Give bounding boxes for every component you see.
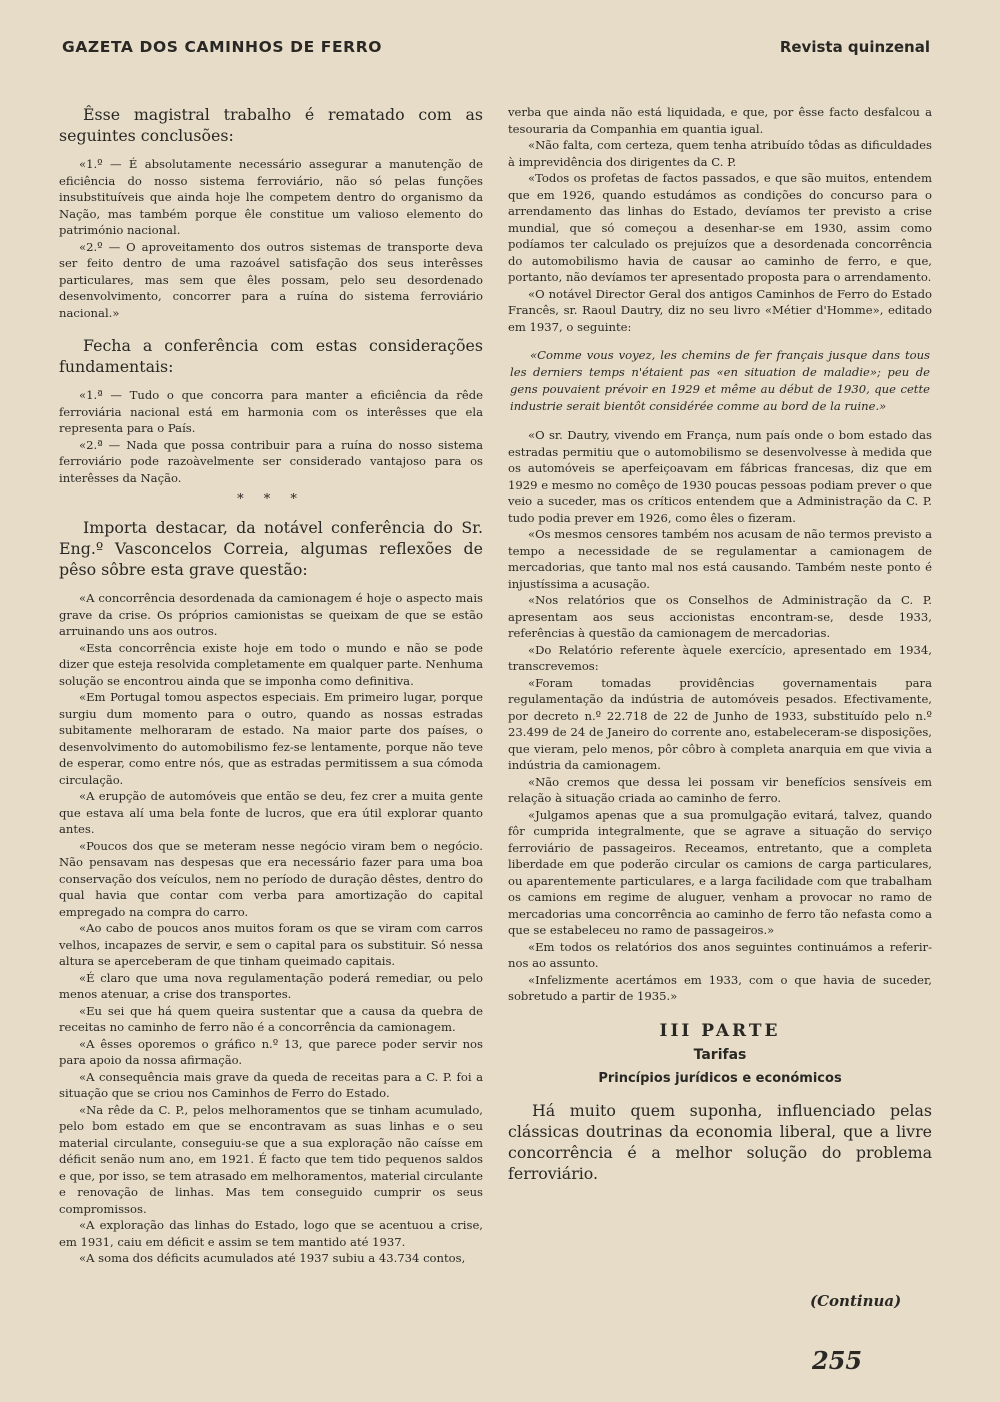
paragraph: «Julgamos apenas que a sua promulgação evitará, talvez, quando fôr cumprida integralmente, que se agrave a situação do serviço ferroviário de passageiros. Receamos, entretanto, que a completa liberdade em que poderão circular os camions de carga particulares, ou aparentemente particulares, e a larga facilidade com que trabalham os camions em regime de aluguer, venham a provocar no ramo de mercadorias uma concorrência ao caminho de ferro tão nefasta como a que se estabeleceu no ramo de passageiros.» — [508, 807, 932, 937]
paragraph: «A exploração das linhas do Estado, logo que se acentuou a crise, em 1931, caiu em déficit e assim se tem mantido até 1937. — [59, 1218, 483, 1249]
lead-paragraph: Importa destacar, da notável conferência do Sr. Eng.º Vasconcelos Correia, algumas reflexões de pêso sôbre esta grave questão: — [59, 518, 483, 579]
lead-paragraph: Há muito quem suponha, influenciado pelas clássicas doutrinas da economia liberal, que a livre concorrência é a melhor solução do problema ferroviário. — [508, 1100, 932, 1183]
paragraph: «Em Portugal tomou aspectos especiais. Em primeiro lugar, porque surgiu dum momento para o outro, quando as nossas estradas subitamente melhoraram de estado. Na maior parte dos países, o desenvolvimento do automobilismo fez-se lentamente, porque não teve de esperar, como entre nós, que as estradas permitissem a sua cómoda circulação. — [59, 690, 483, 787]
section-subtitle-2: Princípios jurídicos e económicos — [598, 1070, 842, 1086]
paragraph: «É claro que uma nova regulamentação poderá remediar, ou pelo menos atenuar, a crise dos transportes. — [59, 970, 483, 1001]
paragraph: verba que ainda não está liquidada, e que, por êsse facto desfalcou a tesouraria da Companhia em quantia igual. — [508, 105, 932, 136]
paragraph: «Esta concorrência existe hoje em todo o mundo e não se pode dizer que esteja resolvida completamente em qualquer parte. Nenhuma solução se encontrou ainda que se imponha como definitiva. — [59, 640, 483, 688]
paragraph: «Infelizmente acertámos em 1933, com o que havia de suceder, sobretudo a partir de 1935.» — [508, 972, 932, 1003]
journal-title: GAZETA DOS CAMINHOS DE FERRO — [62, 38, 383, 56]
lead-paragraph: Fecha a conferência com estas considerações fundamentais: — [59, 336, 483, 376]
paragraph: «Os mesmos censores também nos acusam de não termos previsto a tempo a necessidade de se regulamentar a camionagem de mercadorias, que tanto mal nos está causando. Também neste ponto é injustíssima a acusação. — [508, 527, 932, 591]
paragraph: «A erupção de automóveis que então se deu, fez crer a muita gente que estava alí uma bela fonte de lucros, que era útil explorar quanto antes. — [59, 789, 483, 836]
paragraph: «Do Relatório referente àquele exercício, apresentado em 1934, transcrevemos: — [508, 642, 932, 673]
continued-note: (Continua) — [810, 1292, 902, 1310]
section-separator: * * * — [237, 492, 305, 507]
section-title: III PARTE — [659, 1020, 781, 1041]
paragraph: «A concorrência desordenada da camionagem é hoje o aspecto mais grave da crise. Os próprios camionistas se queixam de que se estão arruinando uns aos outros. — [59, 591, 483, 638]
page-header — [62, 38, 930, 68]
paragraph: «2.ª — Nada que possa contribuir para a ruína do nosso sistema ferroviário pode razoàvelmente ser considerado vantajoso para os interêsses da Nação. — [59, 437, 483, 485]
paragraph: «2.º — O aproveitamento dos outros sistemas de transporte deva ser feito dentro de uma razoável satisfação dos seus interêsses particulares, mas sem que êles possam, pelo seu desordenado desenvolvimento, concorrer para a ruína do sistema ferroviário nacional.» — [59, 239, 483, 320]
right-column — [508, 104, 932, 1194]
paragraph: «A consequência mais grave da queda de receitas para a C. P. foi a situação que se criou nos Caminhos de Ferro do Estado. — [59, 1069, 483, 1100]
paragraph: «A êsses oporemos o gráfico n.º 13, que parece poder servir nos para apoio da nossa afirmação. — [59, 1036, 483, 1067]
page-number: 255 — [812, 1346, 863, 1375]
paragraph: «Em todos os relatórios dos anos seguintes continuámos a referir-nos ao assunto. — [508, 939, 932, 970]
paragraph: «A soma dos déficits acumulados até 1937 subiu a 43.734 contos, — [79, 1251, 466, 1265]
paragraph: «Foram tomadas providências governamentais para regulamentação da indústria de automóveis pesados. Efectivamente, por decreto n.º 22.718 de 22 de Junho de 1933, substituído pelo n.º 23.499 de 24 de Janeiro do corrente ano, estabeleceram-se disposições, que vieram, pelo menos, pôr côbro à completa anarquia em que vivia a indústria da camionagem. — [508, 675, 932, 772]
paragraph: «O notável Director Geral dos antigos Caminhos de Ferro do Estado Francês, sr. Raoul Dautry, diz no seu livro «Métier d'Homme», editado em 1937, o seguinte: — [508, 286, 932, 334]
paragraph: «1.ª — Tudo o que concorra para manter a eficiência da rêde ferroviária nacional está em harmonia com os interêsses que ela representa para o País. — [59, 388, 483, 435]
paragraph: «Eu sei que há quem queira sustentar que a causa da quebra de receitas no caminho de ferro não é a concorrência da camionagem. — [59, 1003, 483, 1034]
paragraph: «Não falta, com certeza, quem tenha atribuído tôdas as dificuldades à imprevidência dos dirigentes da C. P. — [508, 138, 932, 169]
paragraph: «Nos relatórios que os Conselhos de Administração da C. P. apresentam aos seus accionistas encontram-se, desde 1933, referências à questão da camionagem de mercadorias. — [508, 593, 932, 640]
paragraph: «O sr. Dautry, vivendo em França, num país onde o bom estado das estradas permitiu que o automobilismo se desenvolvesse à medida que os automóveis se aperfeiçoavam em fábricas francesas, diz que em 1929 e mesmo no comêço de 1930 poucas pessoas podiam prever o que veio a suceder, mas os críticos entendem que a Administração da C. P. tudo podia prever em 1926, como êles o fizeram. — [508, 428, 932, 525]
paragraph: «Poucos dos que se meteram nesse negócio viram bem o negócio. Não pensavam nas despesas que era necessário fazer para uma boa conservação dos veículos, nem no período de duração dêstes, dentro do qual havia que contar com verba para amortização do capital empregado na compra do carro. — [59, 838, 483, 919]
paragraph: «Todos os profetas de factos passados, e que são muitos, entendem que em 1926, quando estudámos as condições do concurso para o arrendamento das linhas do Estado, devíamos ter previsto a crise mundial, que só começou a desenhar-se em 1930, assim como podíamos ter calculado os prejuízos que a desordenada concorrência do automobilismo havia de causar ao caminho de ferro, e que, portanto, não devíamos ter apresentado proposta para o arrendamento. — [508, 171, 932, 284]
paragraph: «Não cremos que dessa lei possam vir benefícios sensíveis em relação à situação criada ao caminho de ferro. — [508, 774, 932, 805]
paragraph: «1.º — É absolutamente necessário assegurar a manutenção de eficiência do nosso sistema ferroviário, não só pelas funções insubstituíveis que ainda hoje lhe competem dentro do organismo da Nação, mas também porque êle constitue um valioso elemento do património nacional. — [59, 157, 483, 237]
paragraph: «Ao cabo de poucos anos muitos foram os que se viram com carros velhos, incapazes de servir, e sem o capital para os substituir. Só nessa altura se aperceberam de que tinham queimado capitais. — [59, 921, 483, 968]
lead-paragraph: Êsse magistral trabalho é rematado com as seguintes conclusões: — [59, 105, 483, 145]
left-column — [59, 104, 483, 1267]
journal-subtitle: Revista quinzenal — [779, 38, 930, 56]
french-quote: «Comme vous voyez, les chemins de fer français jusque dans tous les derniers temps n'étaient pas «en situation de maladie»; peu de gens pouvaient prévoir en 1929 et même au début de 1930, que cette industrie serait bientôt considérée comme au bord de la ruine.» — [510, 348, 930, 413]
paragraph: «Na rêde da C. P., pelos melhoramentos que se tinham acumulado, pelo bom estado em que se encontravam as suas linhas e o seu material circulante, conseguiu-se que a sua exploração não caísse em déficit senão num ano, em 1921. É facto que tem tido pequenos saldos e que, por isso, se tem atrasado em melhoramentos, material circulante e renovação de linhas. Mas tem conseguido cumprir os seus compromissos. — [59, 1102, 483, 1216]
section-subtitle: Tarifas — [693, 1046, 747, 1063]
